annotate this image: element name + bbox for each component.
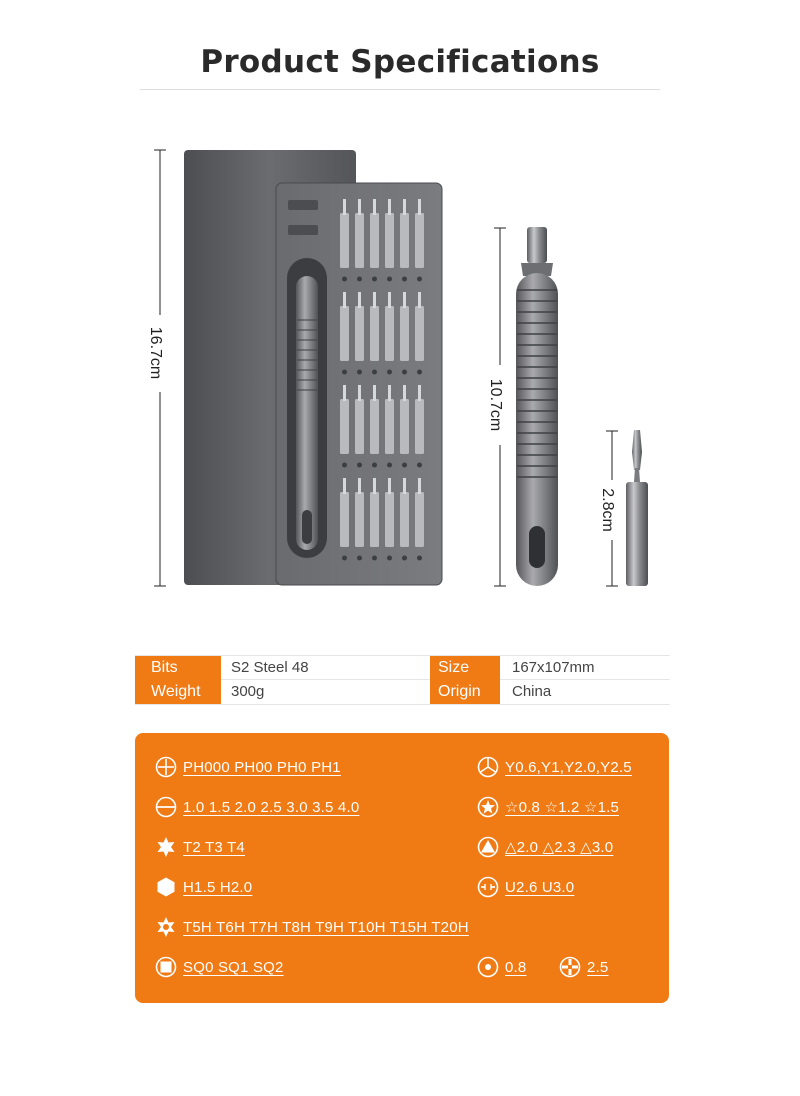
stored-bit-tip — [418, 478, 421, 494]
bit-sizes-triangle: △2.0 △2.3 △3.0 — [505, 839, 614, 856]
bit-hole — [357, 463, 362, 468]
bit-item-u-type — [477, 875, 574, 899]
spec-row — [135, 655, 670, 680]
bit-hole — [357, 277, 362, 282]
driver-length-dimension — [487, 228, 506, 586]
spec-value-size: 167x107mm — [512, 659, 595, 676]
bit-item-tri-wing — [559, 955, 608, 979]
spec-value-bits: S2 Steel 48 — [231, 659, 309, 676]
stored-bit-tip — [403, 292, 406, 308]
case-height-label: 16.7cm — [147, 326, 164, 380]
stored-driver — [296, 276, 318, 550]
stored-bit — [340, 306, 349, 361]
bit-hole — [357, 556, 362, 561]
driver-length-label: 10.7cm — [487, 378, 504, 432]
stored-bit-tip — [388, 292, 391, 308]
bit-hole — [342, 463, 347, 468]
bit-hole — [402, 463, 407, 468]
bit-hole — [387, 463, 392, 468]
u-type-icon — [477, 876, 499, 898]
bit-sizes-y-type: Y0.6,Y1,Y2.0,Y2.5 — [505, 758, 632, 776]
bit-hole — [417, 277, 422, 282]
bit-hole — [417, 556, 422, 561]
stored-bit-tip — [373, 292, 376, 308]
bit-item-pentalobe — [477, 795, 619, 819]
torx-icon — [155, 836, 177, 858]
case-height-dimension — [147, 150, 166, 586]
stored-bit — [385, 213, 394, 268]
stored-bit-tip — [343, 292, 346, 308]
bit-item-pin — [477, 955, 526, 979]
stored-bit — [340, 399, 349, 454]
stored-bit — [340, 213, 349, 268]
stored-bit-tip — [388, 385, 391, 401]
square-icon — [155, 956, 177, 978]
bit-hole — [357, 370, 362, 375]
bit-sizes-hex: H1.5 H2.0 — [183, 878, 253, 896]
spec-row — [135, 680, 670, 705]
hex-icon — [155, 876, 177, 898]
stored-bit — [355, 213, 364, 268]
bit-hole — [342, 556, 347, 561]
stored-bit-tip — [358, 292, 361, 308]
bit-hole — [372, 370, 377, 375]
stored-bit — [355, 306, 364, 361]
stored-bit-tip — [373, 385, 376, 401]
stored-bit-tip — [343, 199, 346, 215]
bit-hole — [342, 277, 347, 282]
stored-bit-tip — [403, 478, 406, 494]
title-divider — [140, 89, 660, 90]
stored-bit-tip — [358, 199, 361, 215]
stored-bit — [415, 306, 424, 361]
stored-bit-tip — [418, 199, 421, 215]
stored-bit-tip — [418, 385, 421, 401]
product-illustration — [0, 140, 800, 600]
spec-table — [135, 655, 670, 706]
bit-sizes-square: SQ0 SQ1 SQ2 — [183, 958, 284, 976]
bit-hole — [387, 370, 392, 375]
bit-hole — [402, 556, 407, 561]
stored-bit — [355, 399, 364, 454]
bit-hole — [402, 370, 407, 375]
slotted-icon — [155, 796, 177, 818]
stored-bit — [415, 492, 424, 547]
stored-bit — [415, 399, 424, 454]
torx-security-icon — [155, 916, 177, 938]
phillips-icon — [155, 756, 177, 778]
spec-value-origin: China — [512, 683, 552, 700]
stored-bit — [400, 306, 409, 361]
bit-item-slotted — [155, 795, 359, 819]
stored-bit-tip — [388, 478, 391, 494]
stored-bit-tip — [343, 385, 346, 401]
stored-bit — [400, 213, 409, 268]
pin-icon — [477, 956, 499, 978]
bit-item-square — [155, 955, 284, 979]
bit-types-panel — [135, 733, 669, 1003]
bit-item-triangle — [477, 835, 613, 859]
bit-item-hex — [155, 875, 252, 899]
spec-key-origin: Origin — [430, 680, 500, 704]
spec-value-weight: 300g — [231, 683, 265, 700]
bit-length-label: 2.8cm — [599, 488, 616, 532]
spec-key-size: Size — [430, 656, 500, 680]
bit-sizes-pentalobe: ☆0.8 ☆1.2 ☆1.5 — [505, 799, 620, 816]
tri-wing-icon — [559, 956, 581, 978]
bit-sizes-tri-wing: 2.5 — [587, 958, 609, 976]
stored-bit — [370, 306, 379, 361]
stored-bit-tip — [373, 199, 376, 215]
bit-item-y-type — [477, 755, 632, 779]
bit-item-torx — [155, 835, 245, 859]
bit-sizes-u-type: U2.6 U3.0 — [505, 878, 575, 896]
screwdriver-handle — [516, 227, 558, 586]
page-title: Product Specifications — [200, 44, 600, 80]
stored-bit — [370, 399, 379, 454]
stored-bit-tip — [403, 199, 406, 215]
bit-item-phillips — [155, 755, 341, 779]
stored-bit — [400, 492, 409, 547]
bit-sizes-torx-security: T5H T6H T7H T8H T9H T10H T15H T20H — [183, 918, 469, 936]
bit-item-torx-security — [155, 915, 469, 939]
bit-hole — [342, 370, 347, 375]
stored-bit — [340, 492, 349, 547]
stored-bit — [370, 492, 379, 547]
stored-bit — [355, 492, 364, 547]
bit-sizes-slotted: 1.0 1.5 2.0 2.5 3.0 3.5 4.0 — [183, 798, 360, 816]
bit-hole — [387, 556, 392, 561]
stored-bit — [385, 306, 394, 361]
bit-hole — [387, 277, 392, 282]
pentalobe-icon — [477, 796, 499, 818]
bit-hole — [372, 277, 377, 282]
bit-hole — [417, 370, 422, 375]
stored-bit — [385, 492, 394, 547]
bit-hole — [402, 277, 407, 282]
stored-bit-tip — [358, 385, 361, 401]
bit-sizes-torx: T2 T3 T4 — [183, 838, 245, 856]
bit-hole — [417, 463, 422, 468]
stored-bit-tip — [343, 478, 346, 494]
bit-hole — [372, 556, 377, 561]
y-type-icon — [477, 756, 499, 778]
bit-sizes-phillips: PH000 PH00 PH0 PH1 — [183, 758, 341, 776]
stored-bit-tip — [358, 478, 361, 494]
spec-key-weight: Weight — [135, 680, 221, 704]
stored-bit — [370, 213, 379, 268]
stored-bit-tip — [403, 385, 406, 401]
stored-bit-tip — [418, 292, 421, 308]
stored-bit — [400, 399, 409, 454]
spec-key-bits: Bits — [135, 656, 221, 680]
triangle-icon — [477, 836, 499, 858]
bit-length-dimension — [599, 431, 618, 586]
stored-bit — [415, 213, 424, 268]
stored-bit-tip — [373, 478, 376, 494]
bit-sizes-pin: 0.8 — [505, 958, 527, 976]
screwdriver-bit — [626, 430, 648, 586]
bit-hole — [372, 463, 377, 468]
stored-bit — [385, 399, 394, 454]
stored-bit-tip — [388, 199, 391, 215]
